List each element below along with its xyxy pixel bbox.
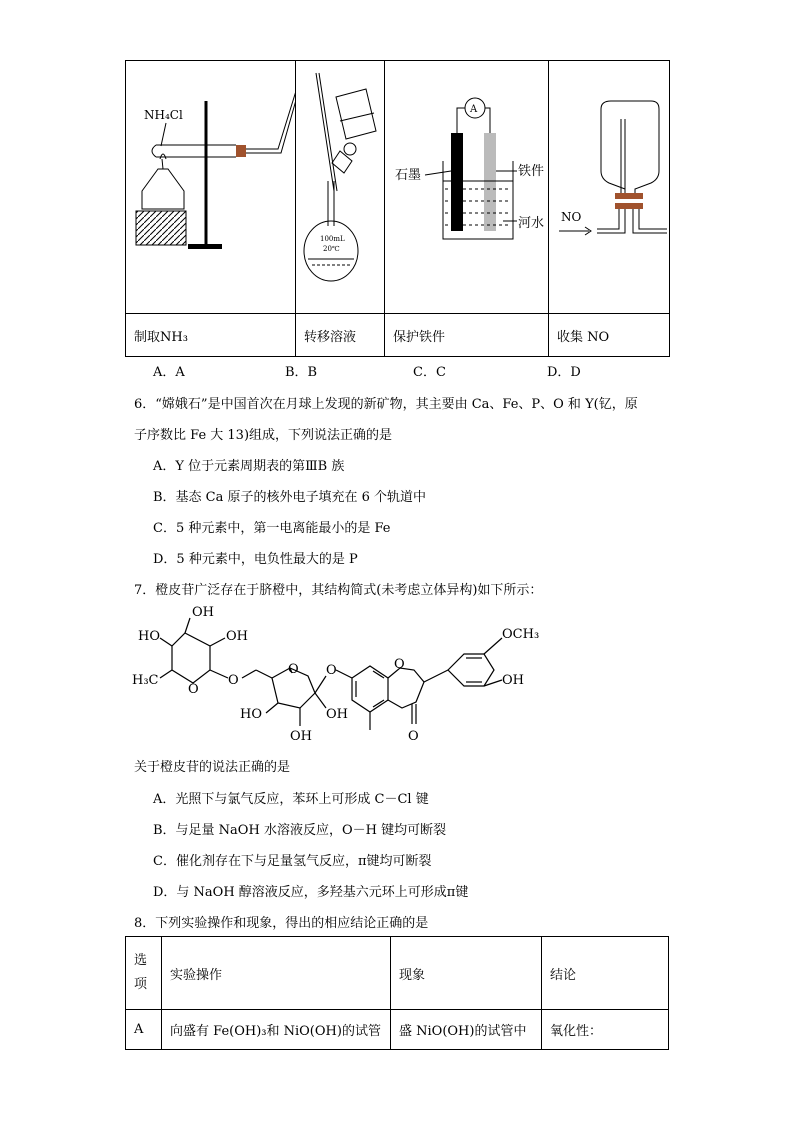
label-protect-iron: 保护铁件 [385, 314, 549, 357]
q7-option-d: D．与 NaOH 醇溶液反应，多羟基六元环上可形成π键 [153, 885, 469, 900]
oh-top: OH [192, 605, 214, 620]
no-gas-label: NO [561, 210, 582, 224]
apparatus-nh3-cell [126, 61, 296, 314]
header-option-line1: 选 [134, 953, 148, 968]
nh4cl-label: NH₄Cl [144, 108, 183, 122]
apparatus-protect-iron-cell [385, 61, 549, 314]
oh-right-1: OH [226, 629, 248, 644]
graphite-label: 石墨 [395, 168, 422, 183]
row-a-option: A [126, 1010, 162, 1050]
q6-option-d: D．5 种元素中，电负性最大的是 P [153, 552, 358, 567]
transfer-apparatus-figure [296, 61, 384, 309]
ammeter-label: A [470, 104, 478, 115]
ho-bottom: HO [240, 707, 262, 722]
label-collect-no: 收集 NO [549, 314, 670, 357]
apparatus-collect-no-cell [549, 61, 670, 314]
header-conclusion: 结论 [542, 937, 669, 1010]
row-a-phenomenon: 盛 NiO(OH)的试管中 [391, 1010, 542, 1050]
q6-option-c: C．5 种元素中，第一电离能最小的是 Fe [153, 521, 391, 536]
oh-bottom-2: OH [290, 729, 312, 744]
q6-option-b: B．基态 Ca 原子的核外电子填充在 6 个轨道中 [153, 490, 427, 505]
o-ring-2: O [288, 662, 299, 677]
q7-option-a: A．光照下与氯气反应，苯环上可形成 C－Cl 键 [153, 792, 429, 807]
o-link-2: O [326, 663, 337, 678]
nh3-apparatus-figure [126, 61, 295, 309]
apparatus-table [125, 60, 670, 357]
collect-no-apparatus-figure [549, 61, 669, 309]
header-option [126, 937, 162, 1010]
q6-stem-line2: 子序数比 Fe 大 13)组成，下列说法正确的是 [134, 428, 393, 443]
o-ring-1: O [188, 682, 199, 697]
o-link-1: O [228, 673, 239, 688]
iron-part-label: 铁件 [518, 164, 545, 179]
q5-choice-b: B．B [285, 365, 318, 380]
flask-temp-label: 20℃ [323, 245, 340, 253]
q6-option-a: A．Y 位于元素周期表的第ⅢB 族 [153, 459, 345, 474]
label-make-nh3: 制取NH₃ [126, 314, 296, 357]
river-water-label: 河水 [518, 216, 545, 231]
label-transfer-solution: 转移溶液 [296, 314, 385, 357]
protect-iron-apparatus-figure [385, 61, 548, 309]
h3c-label: H₃C [132, 673, 159, 688]
q5-choice-a: A．A [153, 365, 185, 380]
q5-choice-c: C．C [413, 365, 446, 380]
ho-left: HO [138, 629, 160, 644]
o-ring-3: O [394, 657, 405, 672]
q8-stem: 8．下列实验操作和现象，得出的相应结论正确的是 [134, 916, 429, 931]
q7-question: 关于橙皮苷的说法正确的是 [134, 760, 291, 775]
header-operation: 实验操作 [162, 937, 391, 1010]
header-phenomenon: 现象 [391, 937, 542, 1010]
apparatus-transfer-cell [296, 61, 385, 314]
row-a-conclusion: 氧化性： [542, 1010, 669, 1050]
q7-option-c: C．催化剂存在下与足量氢气反应，π键均可断裂 [153, 854, 432, 869]
oh-right-2: OH [502, 673, 524, 688]
q7-option-b: B．与足量 NaOH 水溶液反应，O－H 键均可断裂 [153, 823, 447, 838]
row-a-operation: 向盛有 Fe(OH)₃和 NiO(OH)的试管 [162, 1010, 391, 1050]
q7-stem: 7．橙皮苷广泛存在于脐橙中，其结构简式(未考虑立体异构)如下所示： [134, 583, 543, 598]
oh-bottom-1: OH [326, 707, 348, 722]
experiment-table [125, 936, 669, 1050]
flask-volume-label: 100mL [320, 235, 345, 243]
header-option-line2: 项 [134, 977, 148, 992]
hesperidin-structure [130, 598, 560, 746]
q6-stem-line1: 6．“嫦娥石”是中国首次在月球上发现的新矿物，其主要由 Ca、Fe、P、O 和 Y(钇，原 [134, 397, 638, 412]
och3-label: OCH₃ [502, 627, 540, 642]
q5-choice-d: D．D [547, 365, 581, 380]
o-ketone: O [408, 729, 419, 744]
